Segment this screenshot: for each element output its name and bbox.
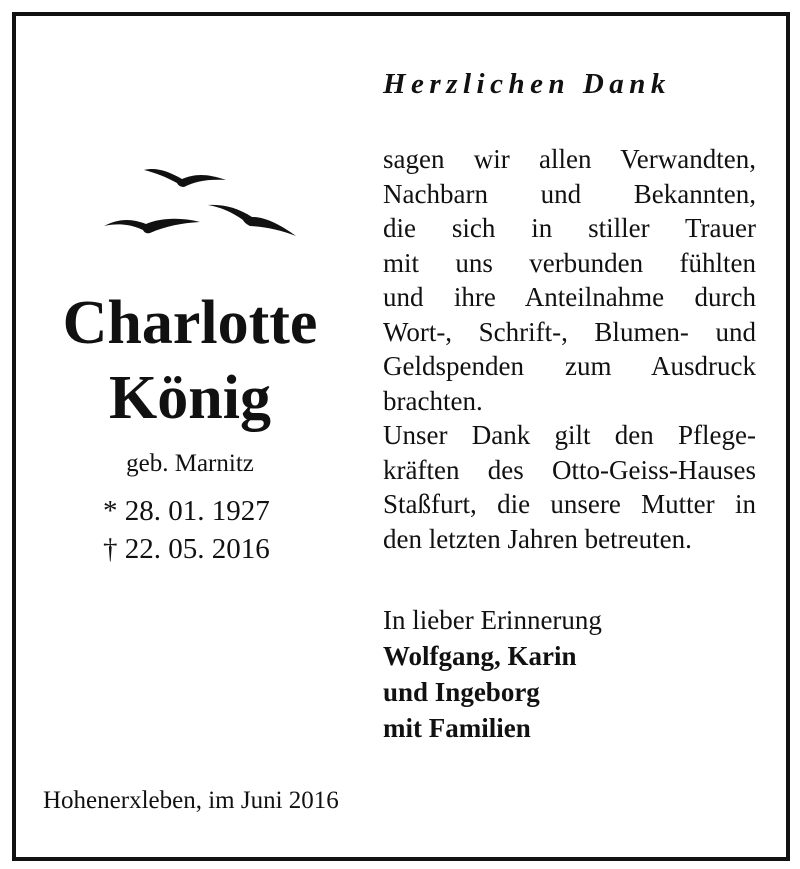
- message-line: und ihre Anteilnahme durch: [383, 282, 756, 312]
- life-dates: [103, 492, 270, 568]
- maiden-name: geb. Marnitz: [126, 450, 254, 477]
- message-line: kräften des Otto-Geiss-Hauses: [383, 454, 756, 485]
- closing-signature: [383, 602, 602, 746]
- signer-line: mit Familien: [383, 713, 531, 743]
- closing-intro: In lieber Erinnerung: [383, 605, 602, 635]
- signer-line: Wolfgang, Karin: [383, 641, 577, 671]
- signer-line: und Ingeborg: [383, 677, 540, 707]
- message-line: Unser Dank gilt den Pflege-: [383, 420, 756, 450]
- message-line: sagen wir allen Verwandten,: [383, 144, 756, 174]
- message-line: Nachbarn und Bekannten,: [383, 178, 756, 209]
- thank-you-message: [383, 142, 756, 556]
- message-line: Staßfurt, die unsere Mutter in: [383, 489, 756, 519]
- death-date: † 22. 05. 2016: [103, 533, 270, 565]
- message-line: den letzten Jahren betreuten.: [383, 523, 692, 554]
- bird-right-icon: [208, 205, 296, 236]
- deceased-first-name: Charlotte: [62, 289, 318, 357]
- birth-date: * 28. 01. 1927: [103, 495, 270, 527]
- message-line: mit uns verbunden fühlten: [383, 247, 756, 278]
- message-line: Geldspenden zum Ausdruck: [383, 351, 756, 381]
- place-and-date: Hohenerxleben, im Juni 2016: [43, 787, 339, 814]
- bird-left-icon: [104, 219, 200, 233]
- notice-heading: Herzlichen Dank: [383, 68, 671, 100]
- message-line: Wort-, Schrift-, Blumen- und: [383, 316, 756, 347]
- deceased-last-name: König: [109, 364, 271, 432]
- flying-birds-icon: [100, 160, 300, 245]
- message-line: die sich in stiller Trauer: [383, 213, 756, 243]
- bird-top-icon: [144, 169, 226, 187]
- message-line: brachten.: [383, 385, 483, 416]
